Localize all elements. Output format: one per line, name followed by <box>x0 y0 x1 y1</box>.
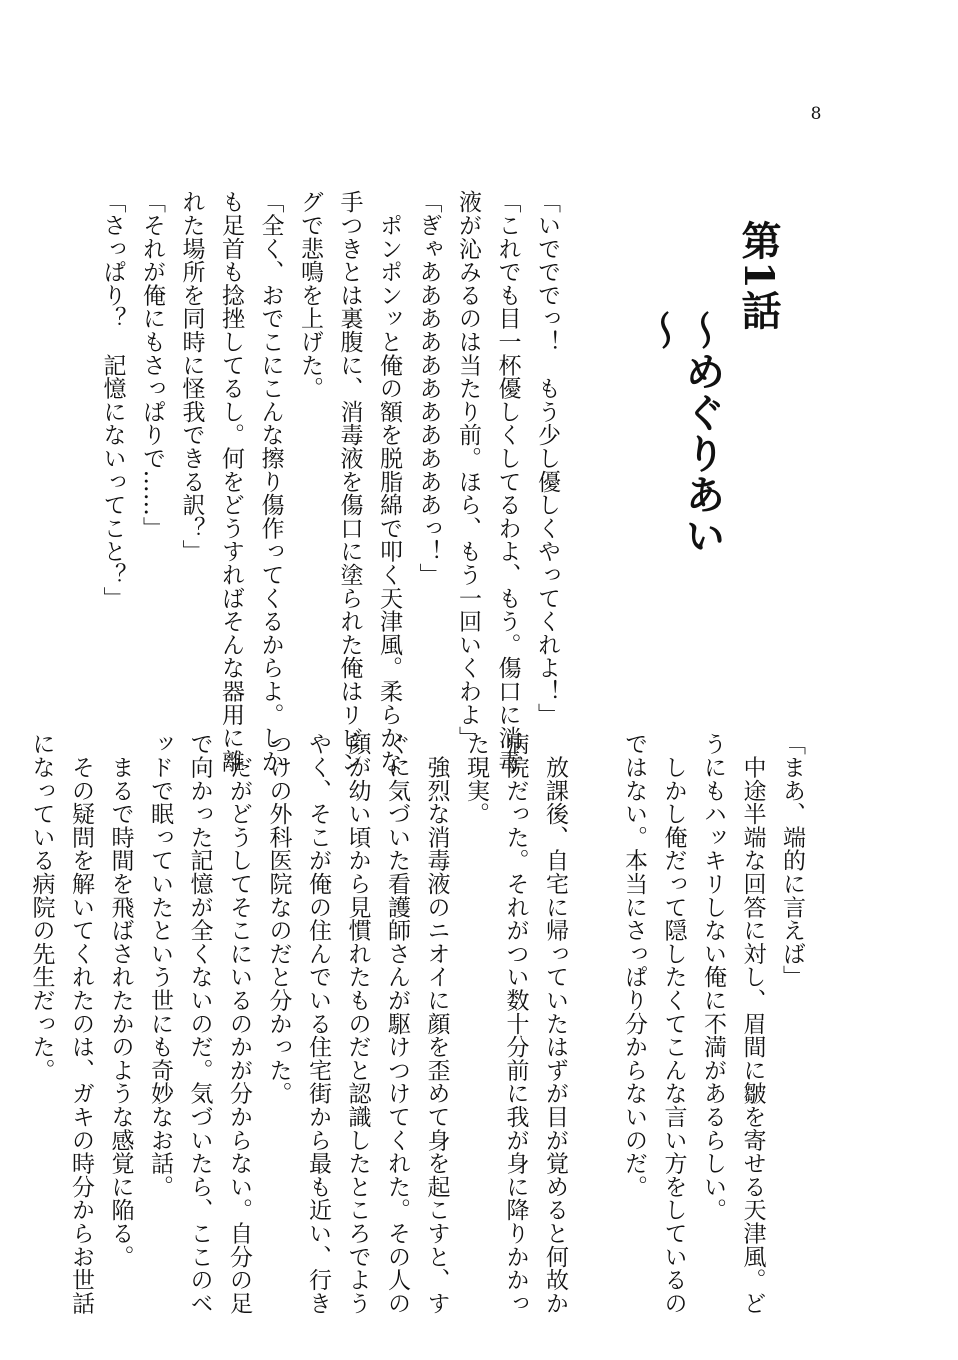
upper-text-block <box>84 190 560 773</box>
text-column: 手つきとは裏腹に、消毒液を傷口に塗られた俺はリビン <box>336 190 363 773</box>
text-column: 「さっぱり？ 記憶にないってこと？」 <box>99 190 126 610</box>
text-column: で向かった記憶が全くないのだ。気づいたら、ここのベ <box>186 732 213 1315</box>
text-column: になっている病院の先生だった。 <box>28 732 55 1082</box>
text-column: まるで時間を飛ばされたかのような感覚に陥る。 <box>107 732 134 1268</box>
text-column: ッドで眠っていたという世にも奇妙なお話。 <box>147 732 173 1198</box>
text-column: やく、そこが俺の住んでいる住宅街から最も近い、行き <box>305 732 331 1315</box>
text-column: グで悲鳴を上げた。 <box>297 190 323 400</box>
text-column: 「ぎゃあああああああああああっ！」 <box>415 190 442 587</box>
text-column: 病院だった。それがつい数十分前に我が身に降りかかっ <box>502 732 529 1315</box>
text-column: 放課後、自宅に帰っていたはずが目が覚めると何故か <box>542 732 568 1315</box>
text-column: 中途半端な回答に対し、眉間に皺を寄せる天津風。ど <box>739 732 766 1315</box>
chapter-title: 第1話 <box>735 220 782 331</box>
chapter-heading <box>639 220 782 580</box>
text-column: 「それが俺にもさっぱりで……」 <box>139 190 165 540</box>
text-column: た現実。 <box>463 732 489 826</box>
page-number: 8 <box>810 104 822 124</box>
lower-text-block <box>13 732 805 1315</box>
text-column: 顔が幼い頃から見慣れたものだと認識したところでよう <box>344 732 371 1315</box>
text-column: れた場所を同時に怪我できる訳？」 <box>178 190 205 563</box>
text-column: 「全く、おでこにこんな擦り傷作ってくるからよ。しか <box>257 190 284 773</box>
text-column: 「いでででっ！ もう少し優しくやってくれよ！」 <box>534 190 560 726</box>
text-column: ではない。本当にさっぱり分からないのだ。 <box>621 732 647 1198</box>
text-column: 強烈な消毒液のニオイに顔を歪めて身を起こすと、す <box>423 732 450 1315</box>
text-column: も足首も捻挫してるし。何をどうすればそんな器用に離 <box>218 190 244 773</box>
text-column: しかし俺だって隠したくてこんな言い方をしているの <box>660 732 687 1315</box>
text-column: つけの外科医院なのだと分かった。 <box>265 732 292 1105</box>
text-column: うにもハッキリしない俺に不満があるらしい。 <box>700 732 726 1222</box>
text-column: ポンポンッと俺の額を脱脂綿で叩く天津風。柔らかな <box>376 190 402 773</box>
blank-column <box>583 732 606 1292</box>
text-column: 液が沁みるのは当たり前。ほら、もう一回いくわよ」 <box>455 190 481 750</box>
text-column: 「これでも目一杯優しくしてるわよ、もう。傷口に消毒 <box>494 190 521 773</box>
text-column: ぐに気づいた看護師さんが駆けつけてくれた。その人の <box>384 732 410 1315</box>
text-column: その疑問を解いてくれたのは、ガキの時分からお世話 <box>68 732 94 1315</box>
chapter-subtitle: ～めぐりあい～ <box>639 310 726 556</box>
text-column: 「まあ、端的に言えば」 <box>779 732 805 989</box>
text-column: だがどうしてそこにいるのかが分からない。自分の足 <box>226 732 252 1315</box>
